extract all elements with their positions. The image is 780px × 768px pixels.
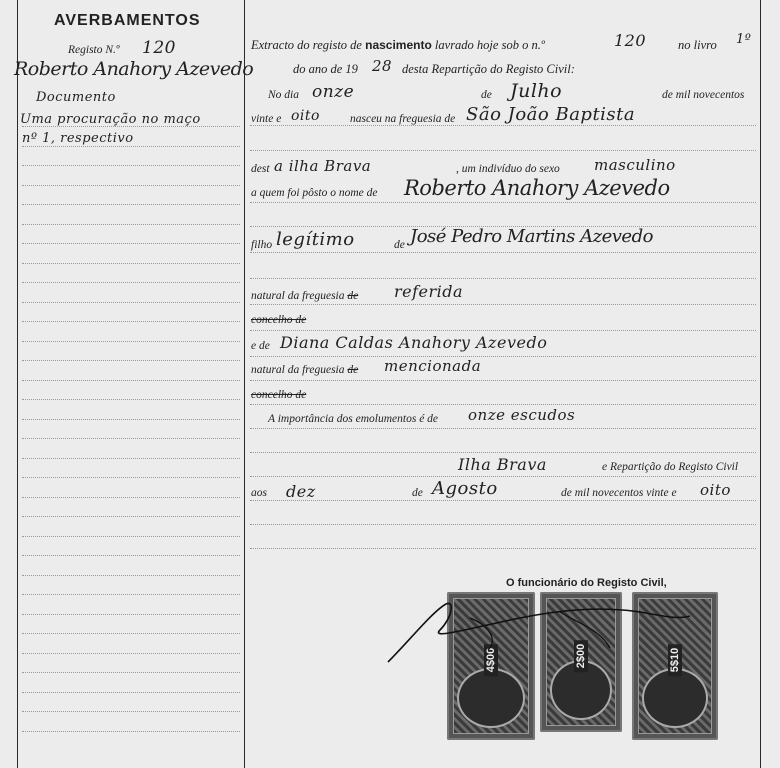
left-rule-line xyxy=(22,341,240,342)
livro-number: 1º xyxy=(736,32,752,47)
left-rule-line xyxy=(22,165,240,166)
pai-de-label: de xyxy=(394,239,405,251)
left-rule-line xyxy=(22,575,240,576)
revenue-stamp-3 xyxy=(632,592,718,740)
extract-text-a: Extracto do registo de xyxy=(251,38,362,52)
left-rule-line xyxy=(22,282,240,283)
left-rule-line xyxy=(22,399,240,400)
mes-de-label: de xyxy=(481,89,492,101)
stamp-1-portrait xyxy=(457,668,525,728)
left-documento-handwritten: Documento xyxy=(36,90,116,105)
left-rule-line xyxy=(22,594,240,595)
left-note-line2: nº 1, respectivo xyxy=(22,131,134,146)
revenue-stamp-1 xyxy=(447,592,535,740)
year-label-a: do ano de 19 xyxy=(293,62,358,76)
left-rule-line xyxy=(22,458,240,459)
nome-handwritten: Roberto Anahory Azevedo xyxy=(404,176,670,200)
dia-label: No dia xyxy=(268,89,299,101)
record-number: 120 xyxy=(614,31,647,50)
extract-text-c: lavrado hoje sob o n.º xyxy=(434,38,545,52)
dia-handwritten: onze xyxy=(312,82,355,102)
nasceu-label: nasceu na freguesia de xyxy=(350,113,456,125)
left-rule-line xyxy=(22,633,240,634)
column-divider xyxy=(244,0,245,768)
left-rule-line xyxy=(22,185,240,186)
left-rule-line xyxy=(22,224,240,225)
aos-label: aos xyxy=(251,487,267,499)
main-rule-line xyxy=(250,452,756,453)
emolumentos-handwritten: onze escudos xyxy=(468,406,576,424)
main-rule-line xyxy=(250,548,756,549)
stamp-1-value: 4$00 xyxy=(484,644,498,676)
left-registo-number: 120 xyxy=(142,38,176,58)
de2-label: de xyxy=(412,487,423,499)
main-rule-line xyxy=(250,404,756,405)
emolumentos-label: A importância dos emolumentos é de xyxy=(268,413,439,425)
left-rule-line xyxy=(22,243,240,244)
natural1-label xyxy=(251,290,358,302)
oito2-handwritten: oito xyxy=(700,481,731,499)
left-rule-line xyxy=(22,711,240,712)
left-rule-line xyxy=(22,477,240,478)
natural1-text: natural da freguesia xyxy=(251,290,345,302)
mil2-label: de mil novecentos vinte e xyxy=(561,487,677,499)
year-label-b: desta Repartição do Registo Civil: xyxy=(402,62,575,76)
left-rule-line xyxy=(22,692,240,693)
left-rule-line xyxy=(22,321,240,322)
left-rule-line xyxy=(22,263,240,264)
ilha-handwritten: a ilha Brava xyxy=(274,157,372,175)
main-rule-line xyxy=(250,476,756,477)
left-rule-line xyxy=(22,672,240,673)
sexo-handwritten: masculino xyxy=(594,156,676,174)
main-rule-line xyxy=(250,380,756,381)
main-rule-line xyxy=(250,500,756,501)
main-rule-line xyxy=(250,330,756,331)
stamp-3-value: 5$10 xyxy=(668,644,682,676)
left-rule-line xyxy=(22,302,240,303)
left-name-handwritten: Roberto Anahory Azevedo xyxy=(14,58,254,80)
mae-handwritten: Diana Caldas Anahory Azevedo xyxy=(280,333,548,352)
left-rule-line xyxy=(22,419,240,420)
main-rule-line xyxy=(250,304,756,305)
vinte-label: vinte e xyxy=(251,113,282,125)
agosto-handwritten: Agosto xyxy=(432,478,498,499)
stamp-2-value: 2$00 xyxy=(574,640,588,672)
place-label: e Repartição do Registo Civil xyxy=(602,461,739,473)
extract-type: nascimento xyxy=(365,38,432,52)
left-rule-line xyxy=(22,614,240,615)
left-rule-line xyxy=(22,380,240,381)
left-rule-line xyxy=(22,146,240,147)
left-rule-line xyxy=(22,438,240,439)
main-rule-line xyxy=(250,125,756,126)
nome-label: a quem foi pôsto o nome de xyxy=(251,187,378,199)
left-rule-line xyxy=(22,204,240,205)
left-rule-line xyxy=(22,555,240,556)
extract-line xyxy=(251,38,545,53)
mae-label: e de xyxy=(251,340,270,352)
left-note-line1: Uma procuração no maço xyxy=(20,112,201,127)
natural2-handwritten: mencionada xyxy=(384,357,482,375)
natural1-de: de xyxy=(347,290,359,302)
aos-handwritten: dez xyxy=(286,482,316,501)
left-rule-line xyxy=(22,360,240,361)
left-rule-line xyxy=(22,516,240,517)
concelho2-label: concelho de xyxy=(251,389,307,401)
right-border xyxy=(760,0,761,768)
revenue-stamp-2 xyxy=(540,592,622,732)
main-rule-line xyxy=(250,428,756,429)
main-rule-line xyxy=(250,524,756,525)
pai-handwritten: José Pedro Martins Azevedo xyxy=(410,226,653,247)
main-rule-line xyxy=(250,202,756,203)
funcionario-label: O funcionário do Registo Civil, xyxy=(506,577,667,589)
natural1-handwritten: referida xyxy=(394,282,464,301)
year-number: 28 xyxy=(372,57,393,75)
left-border xyxy=(17,0,18,768)
left-rule-line xyxy=(22,653,240,654)
natural2-de: de xyxy=(347,364,359,376)
oito-handwritten: oito xyxy=(291,108,320,124)
main-rule-line xyxy=(250,356,756,357)
main-rule-line xyxy=(250,150,756,151)
filho-handwritten: legítimo xyxy=(276,229,355,250)
mil-novecentos-label: de mil novecentos xyxy=(662,89,745,101)
concelho1-label: concelho de xyxy=(251,314,307,326)
averbamentos-title: AVERBAMENTOS xyxy=(54,12,201,29)
place-handwritten: Ilha Brava xyxy=(458,455,547,474)
freguesia-handwritten: São João Baptista xyxy=(466,104,636,125)
sexo-label: , um indivíduo do sexo xyxy=(456,163,560,175)
natural2-text: natural da freguesia xyxy=(251,364,345,376)
mes-handwritten: Julho xyxy=(510,80,563,102)
dest-label: dest xyxy=(251,163,270,175)
livro-label: no livro xyxy=(678,38,717,52)
left-rule-line xyxy=(22,497,240,498)
filho-label: filho xyxy=(251,239,273,251)
main-rule-line xyxy=(250,252,756,253)
stamp-3-portrait xyxy=(642,668,708,728)
left-rule-line xyxy=(22,536,240,537)
main-rule-line xyxy=(250,278,756,279)
natural2-label xyxy=(251,364,358,376)
left-registo-label: Registo N.º xyxy=(68,44,120,56)
left-rule-line xyxy=(22,731,240,732)
